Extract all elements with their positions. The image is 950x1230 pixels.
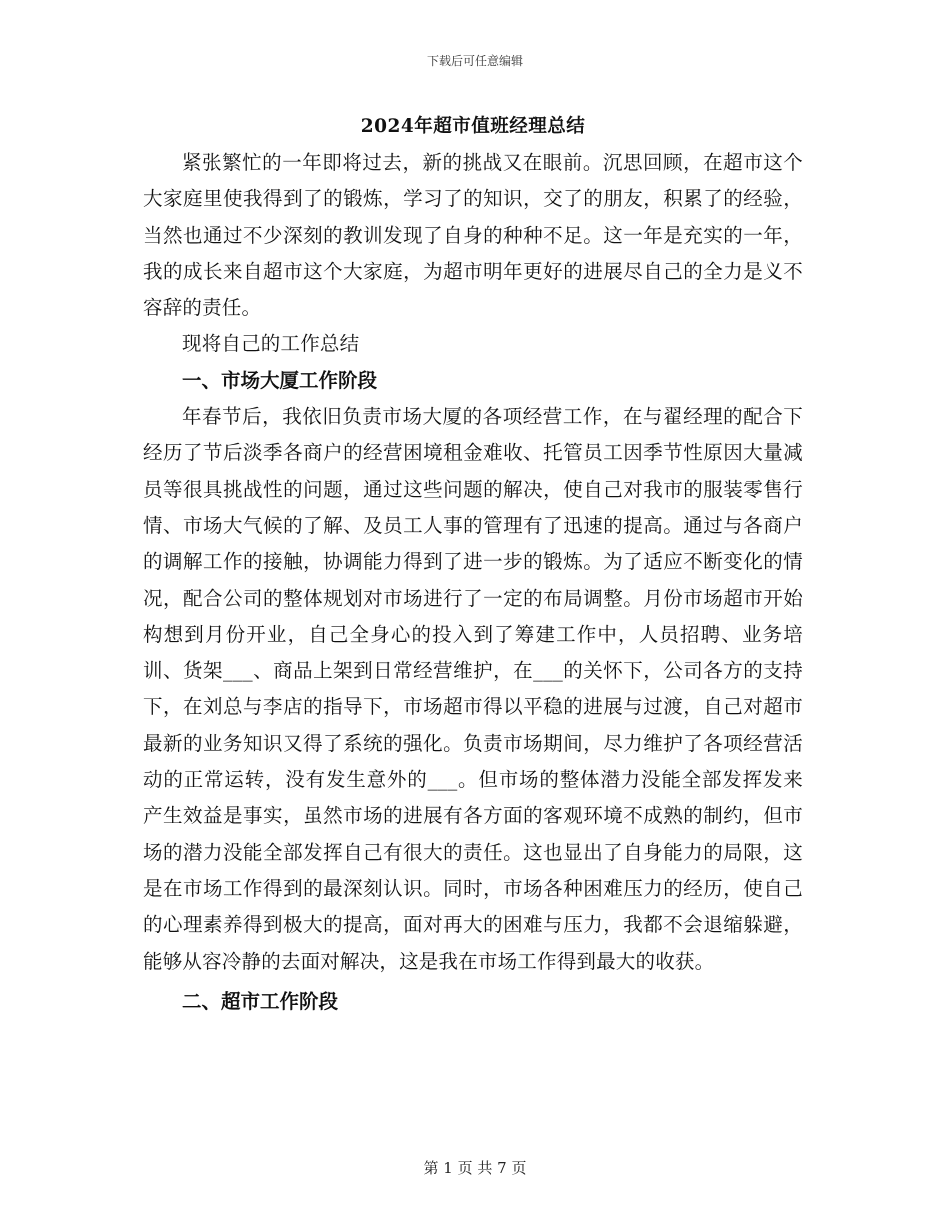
section1-paragraph: 年春节后，我依旧负责市场大厦的各项经营工作，在与翟经理的配合下经历了节后淡季各商户的经营困境租金难收、托管员工因季节性原因大量减员等很具挑战性的问题，通过这些问题的解决，使自己对我市的服装零售行情、市场大气候的了解、及员工人事的管理有了迅速的提高。通过与各商户的调解工作的接触，协调能力得到了进一步的锻炼。为了适应不断变化的情况，配合公司的整体规划对市场进行了一定的布局调整。月份市场超市开始构想到月份开业，自己全身心的投入到了筹建工作中，人员招聘、业务培训、货架___、商品上架到日常经营维护，在___的关怀下，公司各方的支持下，在刘总与李店的指导下，市场超市得以平稳的进展与过渡，自己对超市最新的业务知识又得了系统的强化。负责市场期间，尽力维护了各项经营活动的正常运转，没有发生意外的___。但市场的整体潜力没能全部发挥发来产生效益是事实，虽然市场的进展有各方面的客观环境不成熟的制约，但市场的潜力没能全部发挥自己有很大的责任。这也显出了自身能力的局限，这是在市场工作得到的最深刻认识。同时，市场各种困难压力的经历，使自己的心理素养得到极大的提高，面对再大的困难与压力，我都不会退缩躲避，能够从容冷静的去面对解决，这是我在市场工作得到最大的收获。 [143,405,803,973]
section1-heading: 一、市场大厦工作阶段 [182,368,378,392]
page-footer: 第 1 页 共 7 页 [423,1159,527,1177]
intro-paragraph: 紧张繁忙的一年即将过去，新的挑战又在眼前。沉思回顾，在超市这个大家庭里使我得到了的锻炼，学习了的知识，交了的朋友，积累了的经验，当然也通过不少深刻的教训发现了自身的种种不足。这一年是充实的一年，我的成长来自超市这个大家庭，为超市明年更好的进展尽自己的全力是义不容辞的责任。 [143,151,803,320]
summary-line: 现将自己的工作总结 [182,332,360,356]
document-body [143,113,803,1020]
document-title: 2024年超市值班经理总结 [360,116,586,137]
section2-heading: 二、超市工作阶段 [182,989,339,1013]
header-note: 下载后可任意编辑 [426,54,523,68]
